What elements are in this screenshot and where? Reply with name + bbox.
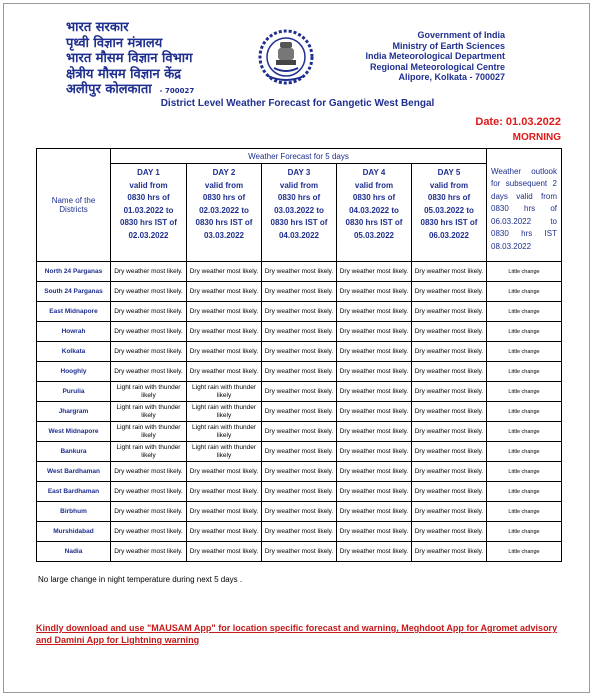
- table-row: [37, 382, 562, 402]
- hindi-city: अलीपुर कोलकाता: [66, 82, 152, 97]
- outlook-cell: Little change: [487, 262, 562, 282]
- forecast-cell: Dry weather most likely.: [337, 342, 412, 362]
- table-row: [37, 362, 562, 382]
- district-name: Jhargram: [37, 402, 111, 422]
- outlook-cell: Little change: [487, 422, 562, 442]
- english-line-3: India Meteorological Department: [365, 51, 505, 61]
- district-column-header: Name of the Districts: [37, 149, 111, 262]
- day-5-header: [412, 164, 487, 262]
- district-name: West Bardhaman: [37, 462, 111, 482]
- forecast-cell: Dry weather most likely.: [337, 462, 412, 482]
- app-download-link[interactable]: Kindly download and use "MAUSAM App" for location specific forecast and warning, Meghdoot App for Agromet advisory and Damini App for Lightning warning: [36, 623, 558, 645]
- day-header-text: DAY 1 valid from 0830 hrs of 01.03.2022 to 0830 hrs IST of 02.03.2022: [120, 168, 177, 240]
- table-row: [37, 522, 562, 542]
- district-name: North 24 Parganas: [37, 262, 111, 282]
- forecast-cell: Dry weather most likely.: [187, 302, 262, 322]
- forecast-cell: Dry weather most likely.: [187, 322, 262, 342]
- forecast-session: MORNING: [512, 132, 561, 143]
- forecast-cell: Light rain with thunder likely: [187, 422, 262, 442]
- forecast-cell: Dry weather most likely.: [187, 482, 262, 502]
- district-name: Bankura: [37, 442, 111, 462]
- forecast-cell: Dry weather most likely.: [111, 462, 187, 482]
- table-row: [37, 482, 562, 502]
- forecast-cell: Dry weather most likely.: [262, 322, 337, 342]
- forecast-cell: Dry weather most likely.: [337, 322, 412, 342]
- forecast-cell: Light rain with thunder likely: [187, 382, 262, 402]
- forecast-cell: Dry weather most likely.: [412, 362, 487, 382]
- forecast-cell: Dry weather most likely.: [262, 522, 337, 542]
- forecast-cell: Dry weather most likely.: [262, 362, 337, 382]
- forecast-cell: Dry weather most likely.: [187, 262, 262, 282]
- outlook-cell: Little change: [487, 482, 562, 502]
- table-row: [37, 502, 562, 522]
- forecast-cell: Dry weather most likely.: [412, 302, 487, 322]
- table-row: [37, 262, 562, 282]
- forecast-cell: Dry weather most likely.: [111, 322, 187, 342]
- day-header-text: DAY 4 valid from 0830 hrs of 04.03.2022 to 0830 hrs IST of 05.03.2022: [345, 168, 403, 240]
- forecast-cell: Light rain with thunder likely: [187, 402, 262, 422]
- outlook-cell: Little change: [487, 542, 562, 562]
- forecast-table: [36, 148, 562, 562]
- forecast-group-header: Weather Forecast for 5 days: [111, 149, 487, 164]
- table-row: [37, 402, 562, 422]
- outlook-cell: Little change: [487, 342, 562, 362]
- forecast-cell: Dry weather most likely.: [412, 522, 487, 542]
- outlook-cell: Little change: [487, 362, 562, 382]
- forecast-cell: Dry weather most likely.: [187, 462, 262, 482]
- table-row: [37, 442, 562, 462]
- forecast-cell: Light rain with thunder likely: [187, 442, 262, 462]
- forecast-cell: Dry weather most likely.: [337, 442, 412, 462]
- forecast-cell: Dry weather most likely.: [337, 482, 412, 502]
- forecast-cell: Dry weather most likely.: [337, 542, 412, 562]
- forecast-body: [37, 262, 562, 562]
- outlook-cell: Little change: [487, 282, 562, 302]
- forecast-cell: Dry weather most likely.: [412, 462, 487, 482]
- district-name: Purulia: [37, 382, 111, 402]
- outlook-header-spacer: [487, 149, 562, 164]
- table-row: [37, 322, 562, 342]
- forecast-cell: Dry weather most likely.: [262, 542, 337, 562]
- outlook-cell: Little change: [487, 522, 562, 542]
- forecast-cell: Dry weather most likely.: [412, 342, 487, 362]
- table-row: [37, 282, 562, 302]
- forecast-cell: Light rain with thunder likely: [111, 382, 187, 402]
- day-3-header: [262, 164, 337, 262]
- outlook-cell: Little change: [487, 402, 562, 422]
- forecast-cell: Dry weather most likely.: [412, 442, 487, 462]
- outlook-cell: Little change: [487, 382, 562, 402]
- district-name: West Midnapore: [37, 422, 111, 442]
- day-header-text: DAY 3 valid from 0830 hrs of 03.03.2022 to 0830 hrs IST of 04.03.2022: [270, 168, 328, 240]
- forecast-cell: Dry weather most likely.: [412, 542, 487, 562]
- day-header-text: DAY 2 valid from 0830 hrs of 02.03.2022 to 0830 hrs IST of 03.03.2022: [195, 168, 253, 240]
- district-name: Murshidabad: [37, 522, 111, 542]
- forecast-cell: Dry weather most likely.: [111, 342, 187, 362]
- district-name: East Bardhaman: [37, 482, 111, 502]
- forecast-cell: Dry weather most likely.: [262, 342, 337, 362]
- forecast-cell: Dry weather most likely.: [337, 302, 412, 322]
- outlook-cell: Little change: [487, 302, 562, 322]
- imd-emblem-icon: [258, 28, 314, 86]
- forecast-cell: Dry weather most likely.: [187, 522, 262, 542]
- hindi-line-1: भारत सरकार: [66, 20, 129, 35]
- district-name: Nadia: [37, 542, 111, 562]
- english-line-2: Ministry of Earth Sciences: [392, 40, 505, 51]
- forecast-cell: Dry weather most likely.: [337, 362, 412, 382]
- forecast-cell: Dry weather most likely.: [262, 462, 337, 482]
- forecast-cell: Light rain with thunder likely: [111, 442, 187, 462]
- hindi-line-3: भारत मौसम विज्ञान विभाग: [66, 51, 193, 66]
- outlook-cell: Little change: [487, 462, 562, 482]
- day-4-header: [337, 164, 412, 262]
- district-name: East Midnapore: [37, 302, 111, 322]
- forecast-cell: Dry weather most likely.: [412, 322, 487, 342]
- forecast-cell: Dry weather most likely.: [262, 282, 337, 302]
- english-line-4: Regional Meteorological Centre: [369, 61, 505, 72]
- forecast-cell: Dry weather most likely.: [187, 362, 262, 382]
- outlook-cell: Little change: [487, 502, 562, 522]
- forecast-date: Date: 01.03.2022: [475, 116, 561, 128]
- day-1-header: [111, 164, 187, 262]
- hindi-header: [66, 20, 194, 100]
- table-row: [37, 302, 562, 322]
- forecast-cell: Dry weather most likely.: [412, 382, 487, 402]
- forecast-cell: Dry weather most likely.: [262, 382, 337, 402]
- district-name: South 24 Parganas: [37, 282, 111, 302]
- forecast-cell: Dry weather most likely.: [262, 502, 337, 522]
- forecast-cell: Dry weather most likely.: [262, 442, 337, 462]
- forecast-cell: Dry weather most likely.: [337, 422, 412, 442]
- outlook-cell: Little change: [487, 442, 562, 462]
- forecast-cell: Dry weather most likely.: [262, 422, 337, 442]
- day-2-header: [187, 164, 262, 262]
- forecast-cell: Dry weather most likely.: [187, 282, 262, 302]
- forecast-cell: Dry weather most likely.: [187, 542, 262, 562]
- hindi-pin: - 700027: [159, 87, 195, 95]
- forecast-cell: Dry weather most likely.: [337, 402, 412, 422]
- forecast-cell: Dry weather most likely.: [111, 302, 187, 322]
- table-row: [37, 542, 562, 562]
- forecast-cell: Dry weather most likely.: [412, 282, 487, 302]
- forecast-cell: Dry weather most likely.: [111, 522, 187, 542]
- temperature-note: No large change in night temperature during next 5 days .: [38, 575, 243, 584]
- forecast-cell: Dry weather most likely.: [111, 262, 187, 282]
- forecast-cell: Dry weather most likely.: [337, 262, 412, 282]
- forecast-cell: Dry weather most likely.: [262, 302, 337, 322]
- forecast-cell: Dry weather most likely.: [337, 522, 412, 542]
- district-name: Hooghly: [37, 362, 111, 382]
- district-name: Birbhum: [37, 502, 111, 522]
- hindi-line-5: [66, 82, 194, 100]
- forecast-cell: Dry weather most likely.: [337, 282, 412, 302]
- forecast-cell: Dry weather most likely.: [337, 502, 412, 522]
- table-row: [37, 462, 562, 482]
- forecast-cell: Light rain with thunder likely: [111, 422, 187, 442]
- forecast-cell: Dry weather most likely.: [262, 482, 337, 502]
- english-line-5: Alipore, Kolkata - 700027: [398, 72, 505, 82]
- hindi-line-4: क्षेत्रीय मौसम विज्ञान केंद्र: [66, 66, 182, 82]
- forecast-cell: Dry weather most likely.: [412, 482, 487, 502]
- outlook-cell: Little change: [487, 322, 562, 342]
- forecast-cell: Dry weather most likely.: [111, 482, 187, 502]
- english-header: [365, 30, 505, 83]
- forecast-cell: Dry weather most likely.: [187, 502, 262, 522]
- forecast-cell: Dry weather most likely.: [337, 382, 412, 402]
- table-row: [37, 342, 562, 362]
- forecast-cell: Dry weather most likely.: [111, 542, 187, 562]
- outlook-column-header: Weather outlook for subsequent 2 days valid from 0830 hrs of 06.03.2022 to 0830 hrs IST 08.03.2022: [487, 164, 562, 262]
- day-header-text: DAY 5 valid from 0830 hrs of 05.03.2022 to 0830 hrs IST of 06.03.2022: [420, 168, 478, 240]
- forecast-cell: Dry weather most likely.: [412, 262, 487, 282]
- english-line-1: Government of India: [417, 30, 505, 40]
- forecast-cell: Dry weather most likely.: [412, 402, 487, 422]
- forecast-cell: Dry weather most likely.: [111, 282, 187, 302]
- district-name: Howrah: [37, 322, 111, 342]
- forecast-cell: Dry weather most likely.: [262, 402, 337, 422]
- district-name: Kolkata: [37, 342, 111, 362]
- page-title: District Level Weather Forecast for Gangetic West Bengal: [160, 98, 435, 109]
- forecast-cell: Dry weather most likely.: [262, 262, 337, 282]
- forecast-cell: Dry weather most likely.: [111, 502, 187, 522]
- forecast-cell: Light rain with thunder likely: [111, 402, 187, 422]
- hindi-line-2: पृथ्वी विज्ञान मंत्रालय: [66, 35, 163, 51]
- forecast-cell: Dry weather most likely.: [111, 362, 187, 382]
- forecast-cell: Dry weather most likely.: [412, 502, 487, 522]
- forecast-cell: Dry weather most likely.: [412, 422, 487, 442]
- table-row: [37, 422, 562, 442]
- forecast-cell: Dry weather most likely.: [187, 342, 262, 362]
